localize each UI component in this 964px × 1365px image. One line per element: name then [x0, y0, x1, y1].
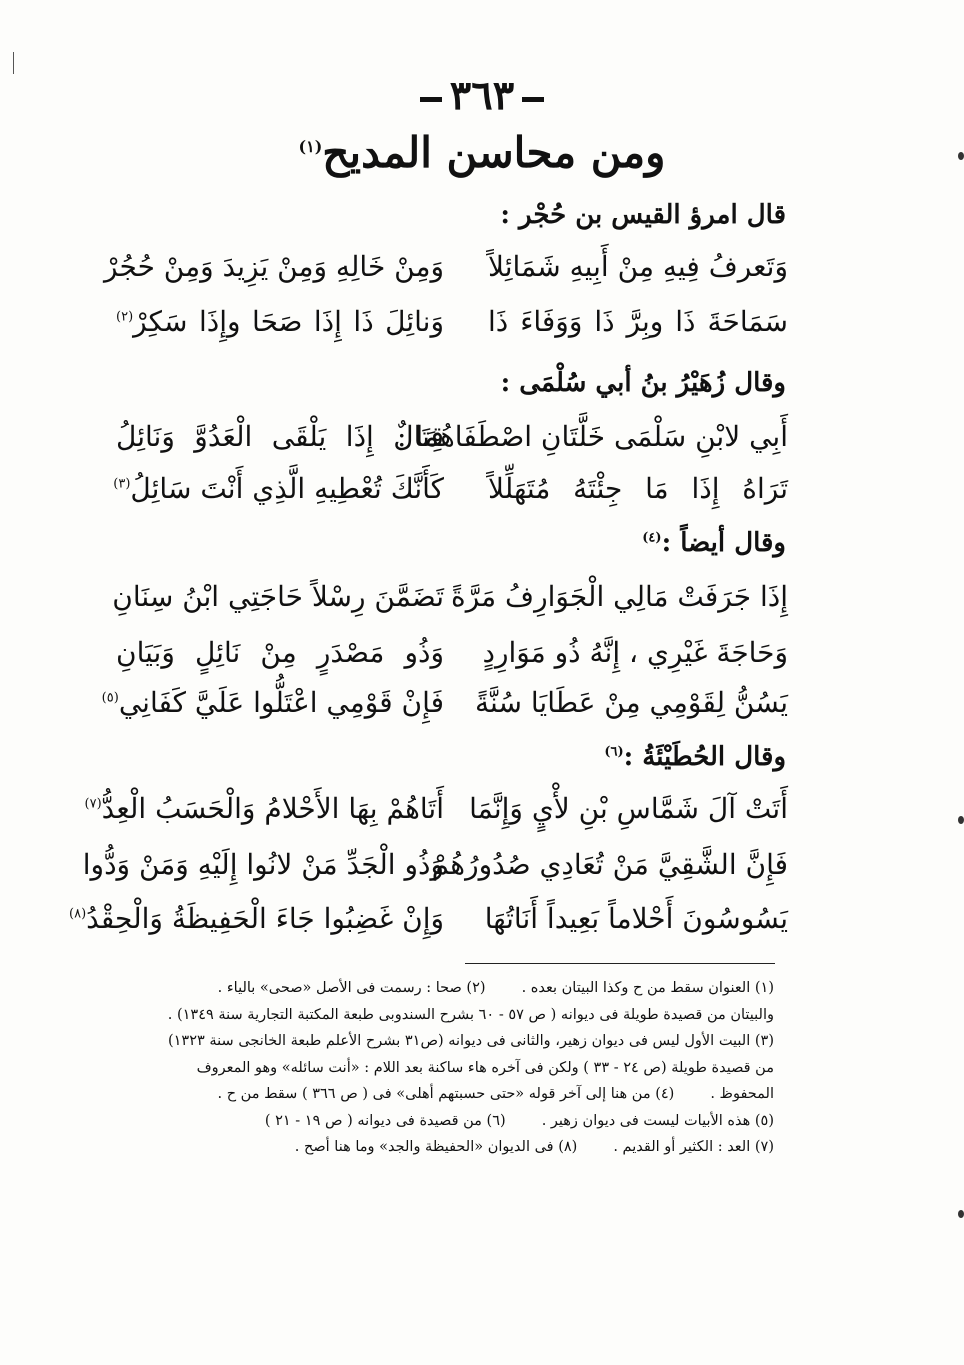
footnote-text: (١) العنوان سقط من ح وكذا البيتان بعده . [521, 980, 774, 996]
second-hemistich-text: فَإِنْ قَوْمِي اعْتَلُّوا عَلَيَّ كَفَانِي [118, 686, 444, 719]
verse-line [0, 420, 964, 464]
second-hemistich [101, 686, 444, 719]
footnote-line [167, 1028, 774, 1055]
verse-note-ref: (٥) [101, 690, 119, 706]
footnote-text: (٢) صحا : رسمت فى الأصل «صحى» بالياء . [217, 980, 486, 996]
verse-line [0, 686, 964, 730]
footnote-text: من قصيدة طويلة (ص ٢٤ - ٣٣ ) ولكن فى آخره هاء ساكنة بعد اللام : «أنت سائله» وهو المعروف [196, 1059, 774, 1076]
intro-note-ref: (٦) [604, 744, 624, 760]
footnote-text: (٨) فى الديوان «الحفيظة والجد» وما هنا أصح . [294, 1139, 578, 1155]
second-hemistich-text: قِتَالٌ إِذَا يَلْقَى الْعَدُوَّ وَنَائِلُ [116, 420, 444, 453]
poet-intro-text: وقال أيضاً : [661, 528, 786, 558]
second-hemistich-text: وَإِنْ غَضِبُوا جَاءَ الْحَفِيظَةُ وَالْحِقْدُ [86, 902, 444, 935]
first-hemistich: فَإِنَّ الشَّقِيَّ مَنْ تُعَادِي صُدُورُهُمْ [431, 848, 788, 881]
margin-dot [958, 1210, 964, 1218]
footnote-text: (٣) البيت الأول ليس فى ديوان زهير، والثانى فى ديوانه (ص٣١ بشرح الأعلم طبعة الخانجى سنة ١٣٢٣) [167, 1033, 774, 1049]
poet-intro-text: وقال زُهَيْرُ بنُ أبي سُلْمَى : [500, 368, 786, 398]
verse-line [0, 902, 964, 946]
margin-tick [13, 52, 14, 74]
second-hemistich [84, 792, 444, 825]
footnotes [167, 975, 774, 1161]
second-hemistich [116, 305, 444, 338]
second-hemistich-text: وَمِنْ خَالِهِ وَمِنْ يَزِيدَ وَمِنْ حُجُرْ [104, 250, 444, 283]
verse-line [0, 636, 964, 680]
first-hemistich: تَرَاهُ إِذَا مَا جِئْتَهُ مُتَهَلِّلاً [488, 472, 788, 505]
footnote-line [174, 1108, 774, 1135]
poet-intro-text: وقال الحُطَيْئَةُ : [623, 742, 786, 772]
verse-line [0, 848, 964, 892]
first-hemistich: يَسُنُّ لِقَوْمِي مِنْ عَطَايَا سُنَّةً [475, 686, 788, 719]
second-hemistich-text: كَأَنَّكَ تُعْطِيهِ الَّذِي أَنْتَ سَائِلُ [130, 472, 444, 505]
footnote-line [174, 1134, 774, 1161]
footnote-line [167, 1002, 774, 1029]
poet-intro [604, 742, 786, 772]
second-hemistich-text: تَضَمَّنَ رِسْلاً حَاجَتِي ابْنُ سِنَانِ [112, 580, 444, 613]
poet-intro [501, 368, 786, 398]
second-hemistich-text: وَنائِلَ ذَا إِذَا صَحَا وإِذَا سَكِرْ [133, 305, 444, 338]
first-hemistich: سَمَاحَةَ ذَا وبِرَّ ذَا وَوَفَاءَ ذَا [488, 305, 788, 338]
poet-intro [500, 200, 786, 230]
footnote-text: والبيتان من قصيدة طويلة فى ديوانه ( ص ٥٧ - ٦٠ بشرح السندوبى طبعة المكتبة التجارية سنة ١٣٤٩) . [167, 1006, 774, 1023]
second-hemistich-text: أَتَاهُمْ بِهَا الأَحْلامُ وَالْحَسَبُ الْعِدُّ [101, 792, 444, 825]
title-text: ومن محاسن المديح [322, 128, 666, 177]
first-hemistich: إِذَا جَرَفَتْ مَالِي الْجَوَارِفُ مَرَّةً [451, 580, 788, 613]
footnote-text: (٥) هذه الأبيات ليست فى ديوان زهير . [541, 1112, 774, 1129]
verse-line [0, 305, 964, 349]
first-hemistich: وَتَعرفُ فِيهِ مِنْ أَبِيهِ شَمَائِلاً [488, 250, 788, 283]
footnote-text: المحفوظ . [710, 1086, 774, 1102]
second-hemistich-text: وَذُو مَصْدَرٍ مِنْ نَائِلٍ وَبَيَانِ [116, 636, 444, 669]
second-hemistich [113, 472, 444, 505]
first-hemistich: وَحَاجَةَ غَيْرِي ، إِنَّهُ ذُو مَوَارِدٍ [482, 636, 788, 669]
footnote-text: (٤) من هنا إلى آخر قوله «حتى حسبتهم أهلى» فى ( ص ٣٦٦ ) سقط من ح . [217, 1086, 675, 1102]
verse-note-ref: (٧) [84, 796, 102, 812]
verse-line [0, 472, 964, 516]
poet-intro-text: قال امرؤ القيس بن حُجْر : [500, 200, 786, 230]
first-hemistich: أَبِي لابْنِ سَلْمَى خَلَّتَانِ اصْطَفَاهُمَا : [396, 420, 788, 453]
dash-right [522, 97, 544, 102]
footnote-line [174, 1055, 774, 1082]
page-title [0, 128, 964, 177]
second-hemistich-text: وَذُو الْجَدِّ مَنْ لانُوا إِلَيْهِ وَمَنْ وَدُّوا [82, 848, 444, 881]
second-hemistich [69, 902, 444, 935]
page-number: ٣٦٣ [0, 72, 964, 119]
footnote-line [174, 1081, 774, 1108]
verse-note-ref: (٨) [69, 906, 87, 922]
verse-note-ref: (٣) [113, 476, 131, 492]
intro-note-ref: (٤) [642, 530, 662, 546]
first-hemistich: يَسُوسُونَ أَحْلاماً بَعِيداً أَنَاتُهَا [484, 902, 788, 935]
verse-note-ref: (٢) [116, 309, 134, 325]
dash-left [420, 97, 442, 102]
poet-intro [642, 528, 786, 558]
footnote-rule [465, 963, 775, 964]
second-hemistich [104, 250, 444, 283]
footnote-text: (٦) من قصيدة فى ديوانه ( ص ١٩ - ٢١ ) [264, 1112, 506, 1129]
second-hemistich [116, 420, 444, 453]
second-hemistich [112, 580, 444, 613]
verse-line [0, 250, 964, 294]
footnote-text: (٧) العد : الكثير أو القديم . [613, 1139, 774, 1155]
verse-line [0, 580, 964, 624]
title-note-ref: (١) [298, 137, 323, 156]
verse-line [0, 792, 964, 836]
second-hemistich [116, 636, 444, 669]
footnote-line [174, 975, 774, 1002]
first-hemistich: أَتَتْ آلَ شَمَّاسِ بْنِ لأْيٍ وَإِنَّمَا [469, 792, 788, 825]
second-hemistich [82, 848, 444, 881]
